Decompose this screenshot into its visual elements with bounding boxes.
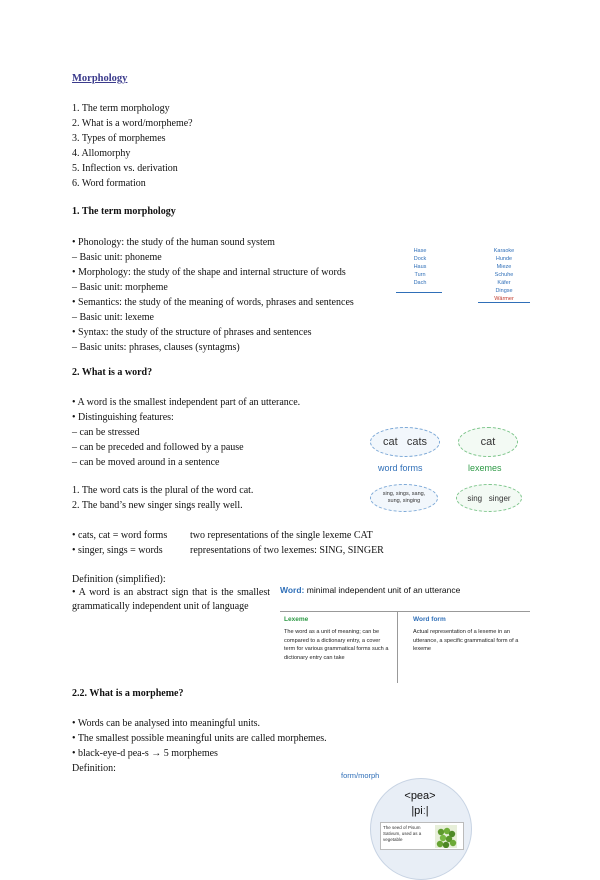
word-definition-header — [280, 585, 460, 595]
meaning-caption: The seed of Pisum Sativum, used as a vegetable — [383, 825, 422, 842]
section-heading: 2. What is a word? — [72, 367, 153, 378]
examples — [72, 483, 253, 513]
text-line: • Morphology: the study of the shape and internal structure of words — [72, 267, 346, 278]
toc-item: 4. Allomorphy — [72, 148, 131, 159]
figure-word: Käfer — [497, 280, 511, 286]
figure-word: Dock — [413, 256, 427, 262]
definition-label: Definition (simplified): — [72, 574, 166, 585]
pair-left: • singer, sings = words — [72, 545, 163, 556]
word-label: Word: — [280, 585, 305, 595]
word-form-column — [413, 616, 525, 654]
text-line: • Phonology: the study of the human sound system — [72, 237, 275, 248]
toc-item: 1. The term morphology — [72, 103, 170, 114]
figure-word: Dingse — [495, 288, 513, 294]
text-line: • The smallest possible meaningful units are called morphemes. — [72, 733, 327, 744]
text-line: – can be moved around in a sentence — [72, 457, 220, 468]
pair-right: representations of two lexemes: SING, SINGER — [190, 545, 384, 556]
section-heading: 2.2. What is a morpheme? — [72, 688, 184, 699]
text-line: Definition: — [72, 763, 116, 774]
toc-item: 2. What is a word/morpheme? — [72, 118, 193, 129]
word-form-definition: Actual representation of a lexeme in an utterance, a specific grammatical form of a lexeme — [413, 629, 519, 652]
word-definition: minimal independent unit of an utterance — [306, 585, 461, 595]
text-line: – can be preceded and followed by a pause — [72, 442, 244, 453]
figure-word: Wärmer — [494, 296, 514, 302]
table-of-contents — [72, 101, 193, 191]
figure-word: Karaoke — [493, 248, 515, 254]
pair-left: • cats, cat = word forms — [72, 530, 168, 541]
toc-item: 6. Word formation — [72, 178, 146, 189]
word-list-figure-right — [481, 247, 527, 303]
morpheme-word: <pea> — [404, 790, 436, 802]
example-sentence: 1. The word cats is the plural of the word cat. — [72, 485, 254, 496]
section22-body — [72, 716, 327, 776]
lexeme-column — [284, 616, 392, 662]
toc-item: 3. Types of morphemes — [72, 133, 166, 144]
lexemes-label: lexemes — [468, 463, 502, 473]
page-title: Morphology — [72, 73, 128, 84]
text-line: – can be stressed — [72, 427, 140, 438]
text-line: – Basic units: phrases, clauses (syntagms) — [72, 342, 240, 353]
text-line: • Semantics: the study of the meaning of words, phrases and sentences — [72, 297, 354, 308]
figure-word: Dach — [413, 280, 427, 286]
text-line: – Basic unit: morpheme — [72, 282, 168, 293]
word-forms-label: word forms — [378, 463, 423, 473]
definition-text: • A word is an abstract sign that is the smallest grammatically independent unit of language — [72, 587, 270, 612]
word-form-heading: Word form — [413, 616, 446, 623]
word-forms-bubble: cat cats — [370, 427, 440, 457]
text-line: – Basic unit: phoneme — [72, 252, 162, 263]
morpheme-ipa: |piː| — [411, 805, 429, 817]
box-divider — [280, 611, 530, 612]
lexeme-definition: The word as a unit of meaning; can be compared to a dictionary entry, a cover term for various grammatical forms such a dictionary entry can take — [284, 629, 389, 661]
figure-word: Mieze — [496, 264, 512, 270]
figure-rule — [478, 302, 530, 303]
section-heading: 1. The term morphology — [72, 206, 176, 217]
word-forms-bubble: sing, sings, sang, sung, singing — [370, 484, 438, 512]
text-line: • Syntax: the study of the structure of phrases and sentences — [72, 327, 312, 338]
figure-word: Schuhe — [494, 272, 514, 278]
text-line: • A word is the smallest independent part of an utterance. — [72, 397, 301, 408]
form-morph-label: form/morph — [341, 771, 380, 780]
pair-right: two representations of the single lexeme CAT — [190, 530, 373, 541]
figure-word: Haus — [413, 264, 427, 270]
pea-image-icon — [435, 825, 457, 848]
example-sentence: 2. The band’s new singer sings really well. — [72, 500, 243, 511]
text-line: • Words can be analysed into meaningful units. — [72, 718, 261, 729]
lexeme-heading: Lexeme — [284, 616, 309, 623]
section2-body — [72, 395, 300, 470]
toc-item: 5. Inflection vs. derivation — [72, 163, 178, 174]
text-line: • black-eye-d pea-s → 5 morphemes — [72, 748, 218, 759]
lexeme-bubble: sing singer — [456, 484, 522, 512]
figure-word: Turn — [414, 272, 426, 278]
figure-rule — [396, 292, 442, 293]
word-list-figure-left — [402, 247, 438, 287]
figure-word: Hase — [413, 248, 427, 254]
lexeme-bubble: cat — [458, 427, 518, 457]
box-vertical-divider — [397, 611, 398, 683]
text-line: – Basic unit: lexeme — [72, 312, 154, 323]
figure-word: Hunde — [495, 256, 513, 262]
text-line: • Distinguishing features: — [72, 412, 174, 423]
section1-body — [72, 235, 354, 355]
